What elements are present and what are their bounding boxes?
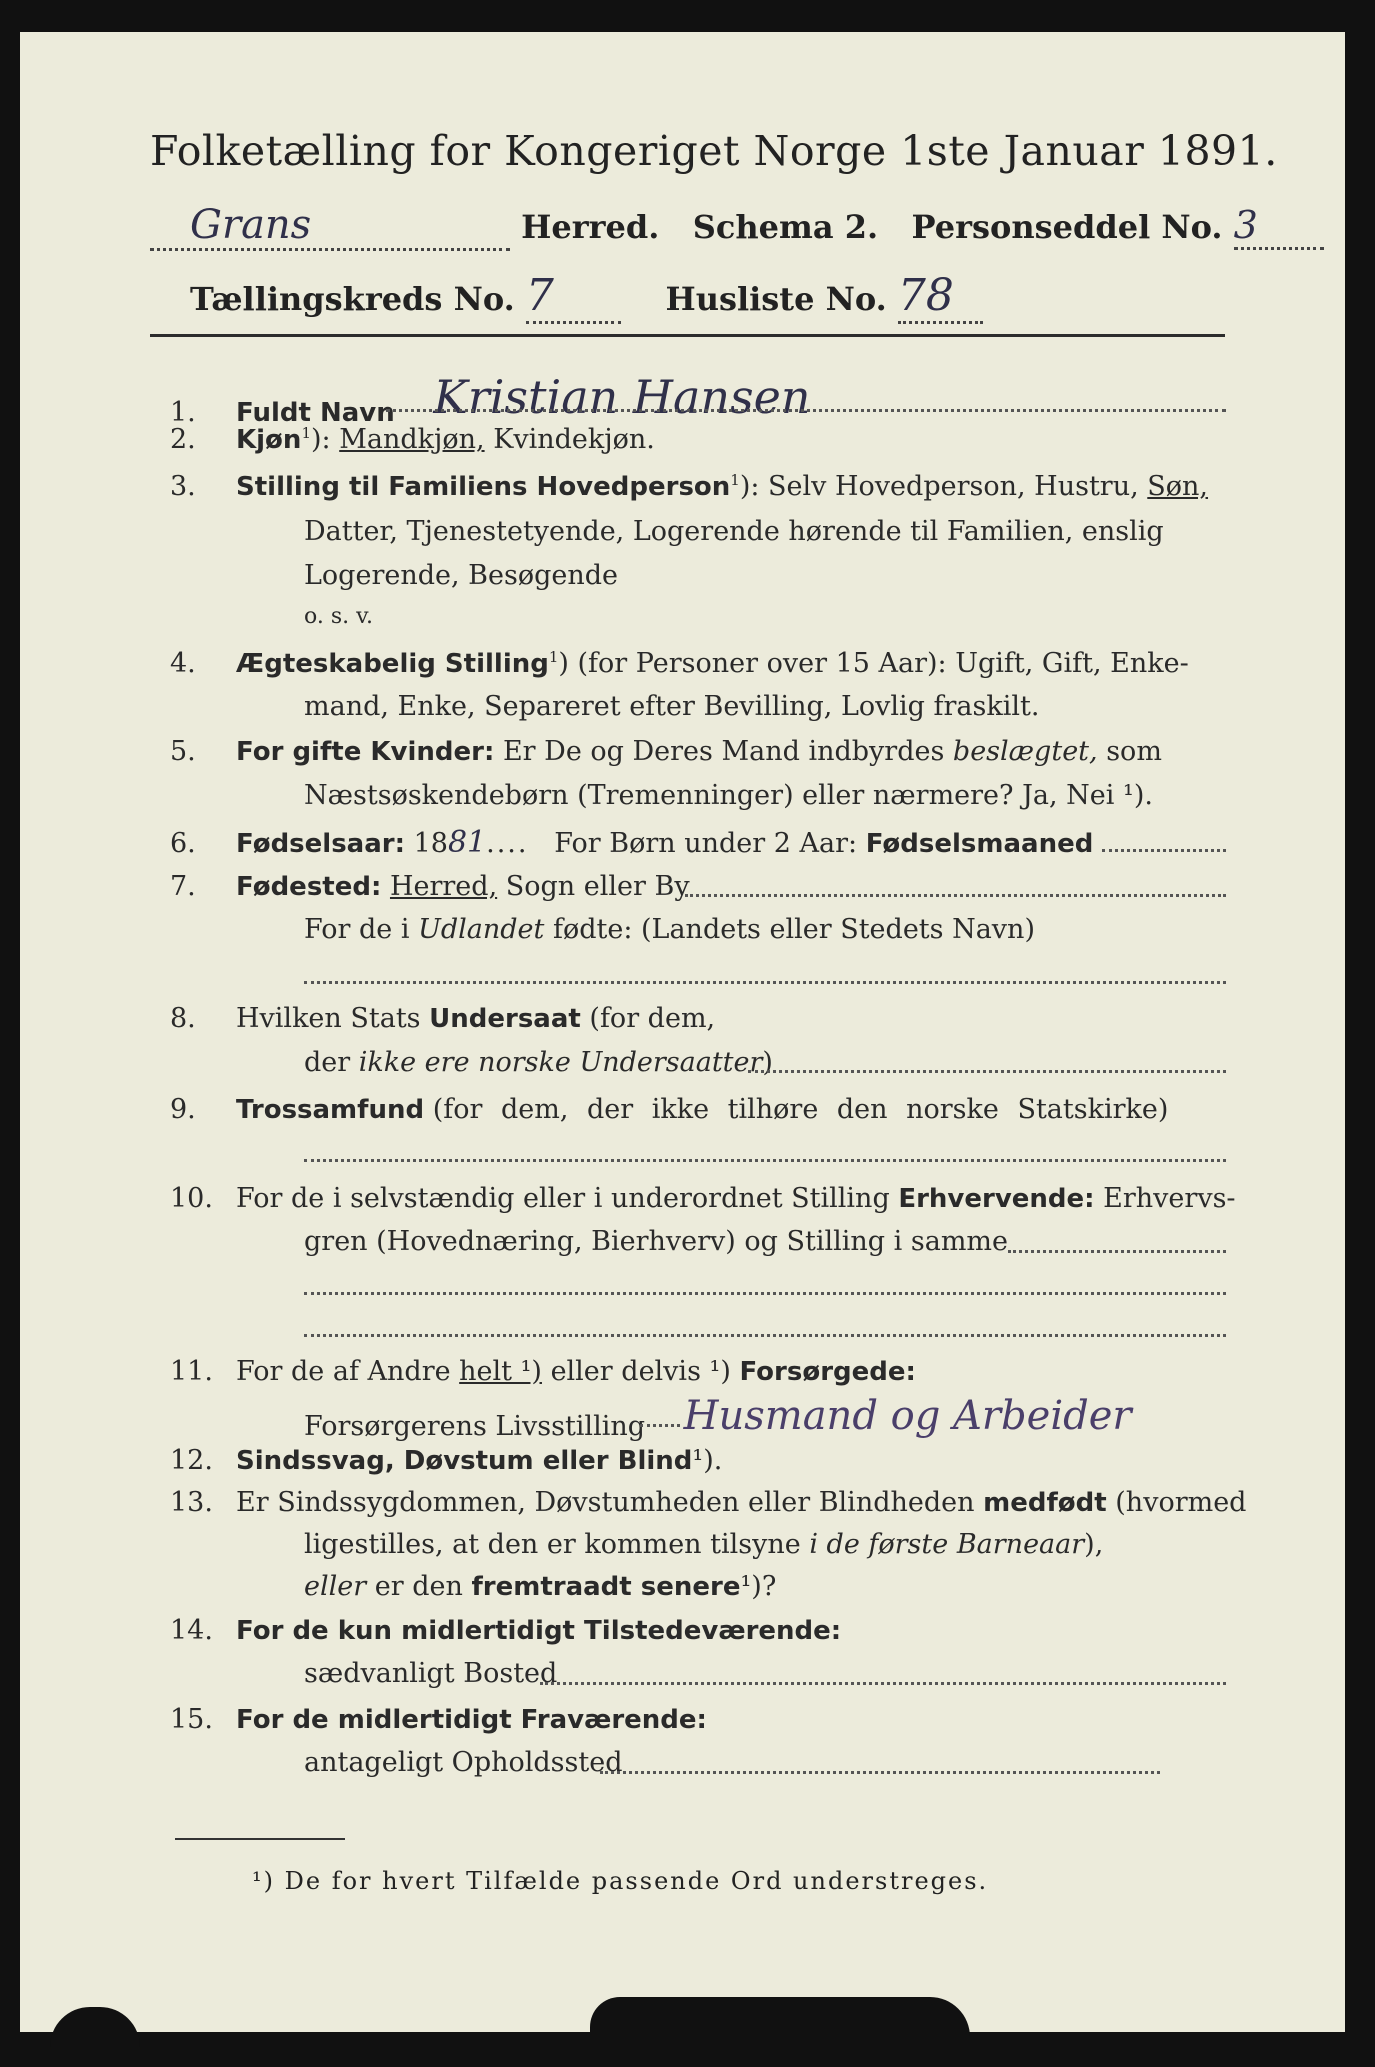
q2-option-male: Mandkjøn, xyxy=(339,424,485,456)
footnote: ¹) De for hvert Tilfælde passende Ord understreges. xyxy=(252,1867,989,1896)
question-7: 7. Fødested: Herred, Sogn eller By xyxy=(170,870,690,902)
q7-option-herred: Herred, xyxy=(389,870,498,902)
q1-label: Fuldt Navn xyxy=(236,397,395,428)
question-5: 5. For gifte Kvinder: Er De og Deres Mand indbyrdes beslægtet, som xyxy=(170,736,1162,768)
question-11: 11. For de af Andre helt ¹) eller delvis ¹) Forsørgede: xyxy=(170,1355,916,1387)
form-title: Folketælling for Kongeriget Norge 1ste Januar 1891. xyxy=(150,127,1278,175)
husliste-label: Husliste No. xyxy=(665,280,887,318)
question-14: 14. For de kun midlertidigt Tilstedeværende: xyxy=(170,1614,842,1646)
taellingskreds-value: 7 xyxy=(525,270,554,321)
question-2: 2. Kjøn$^1$): Mandkjøn, Kvindekjøn. xyxy=(170,424,655,456)
question-10: 10. For de i selvstændig eller i underordnet Stilling Erhvervende: Erhvervs- xyxy=(170,1182,1236,1214)
question-1: 1. Fuldt Navn Kristian Hansen xyxy=(170,369,811,428)
herred-value: Grans xyxy=(190,202,312,248)
q3-option-son: Søn, xyxy=(1147,471,1209,503)
question-3: 3. Stilling til Familiens Hovedperson$^1$): Selv Hovedperson, Hustru, Søn, xyxy=(170,471,1209,503)
question-15: 15. For de midlertidigt Fraværende: xyxy=(170,1703,707,1735)
personseddel-label: Personseddel No. xyxy=(911,208,1223,246)
q1-name-value: Kristian Hansen xyxy=(433,369,811,424)
schema-label: Schema 2. xyxy=(692,208,879,246)
personseddel-value: 3 xyxy=(1233,203,1258,247)
q11-option-helt: helt ¹) xyxy=(459,1355,542,1387)
question-13: 13. Er Sindssygdommen, Døvstumheden eller Blindheden medfødt (hvormed xyxy=(170,1486,1247,1518)
form-lower-block xyxy=(20,32,1345,2032)
q11-livsstilling-value: Husmand og Arbeider xyxy=(683,1393,1132,1440)
question-4: 4. Ægteskabelig Stilling$^1$) (for Personer over 15 Aar): Ugift, Gift, Enke- xyxy=(170,647,1189,679)
question-12: 12. Sindssvag, Døvstum eller Blind¹). xyxy=(170,1444,723,1476)
question-8: 8. Hvilken Stats Undersaat (for dem, xyxy=(170,1003,716,1035)
husliste-value: 78 xyxy=(897,270,954,321)
question-9: 9. Trossamfund (for dem, der ikke tilhøre den norske Statskirke) xyxy=(170,1093,1169,1125)
census-form: Folketælling for Kongeriget Norge 1ste Januar 1891. Grans Herred. Schema 2. Personseddel No. 3 Tællingskreds No. 7 Husliste No. 78 1. Fuldt Navn Kristian Hansen 2. Kjøn$^1$): Mandkjøn, Kvindekjøn. 3. Stilling til Familiens Hovedperson$^1$): Selv Hovedperson, Hustru, Søn, Datter, Tjenestetyende, Logerende hørende til Familien, enslig Logerende, Besøgende o. s. v. 4. Ægteskabelig Stilling$^1$) (for Personer over 15 Aar): Ugift, Gift, Enke- mand, Enke, Separeret efter Bevilling, Lovlig fraskilt. 5. For gifte Kvinder: Er De og Deres Mand indbyrdes beslægtet, som Næstsøskendebørn (Tremenninger) eller nærmere? Ja, Nei ¹). 6. Fødselsaar: 1881.... For Børn under 2 Aar: Fødselsmaaned 7. Fødested: Herred, Sogn eller By For de i Udlandet fødte: (Landets eller Stedets Navn) 8. Hvilken Stats Undersaat (for dem, der ikke ere norske Undersaatter) 9. Trossamfund (for dem, der ikke tilhøre den norske Statskirke) 10. For de i selvstændig eller i underordnet Stilling Erhvervende: Erhvervs- gren (Hovednæring, Bierhverv) og Stilling i samme 11. For de af Andre helt ¹) eller delvis ¹) Forsørgede: Forsørgerens Livsstilling Husmand og Arbeider 12. Sindssvag, Døvstum eller Blind¹). 13. Er Sindssygdommen, Døvstumheden eller Blindheden medfødt (hvormed ligestilles, at den er kommen tilsyne i de første Barneaar), eller er den fremtraadt senere¹)? 14. For de kun midlertidigt Tilstedeværende: sædvanligt Bosted 15. For de midlertidigt Fraværende: antageligt Opholdssted ¹) De for hvert Tilfælde passende Ord understreges. xyxy=(20,32,1345,2032)
taellingskreds-label: Tællingskreds No. xyxy=(190,280,515,318)
q2-option-female: Kvindekjøn. xyxy=(493,424,655,456)
herred-label: Herred. xyxy=(521,208,660,246)
q6-year-value: 81 xyxy=(447,825,487,861)
question-6: 6. Fødselsaar: 1881.... For Børn under 2 Aar: Fødselsmaaned xyxy=(170,825,1094,861)
